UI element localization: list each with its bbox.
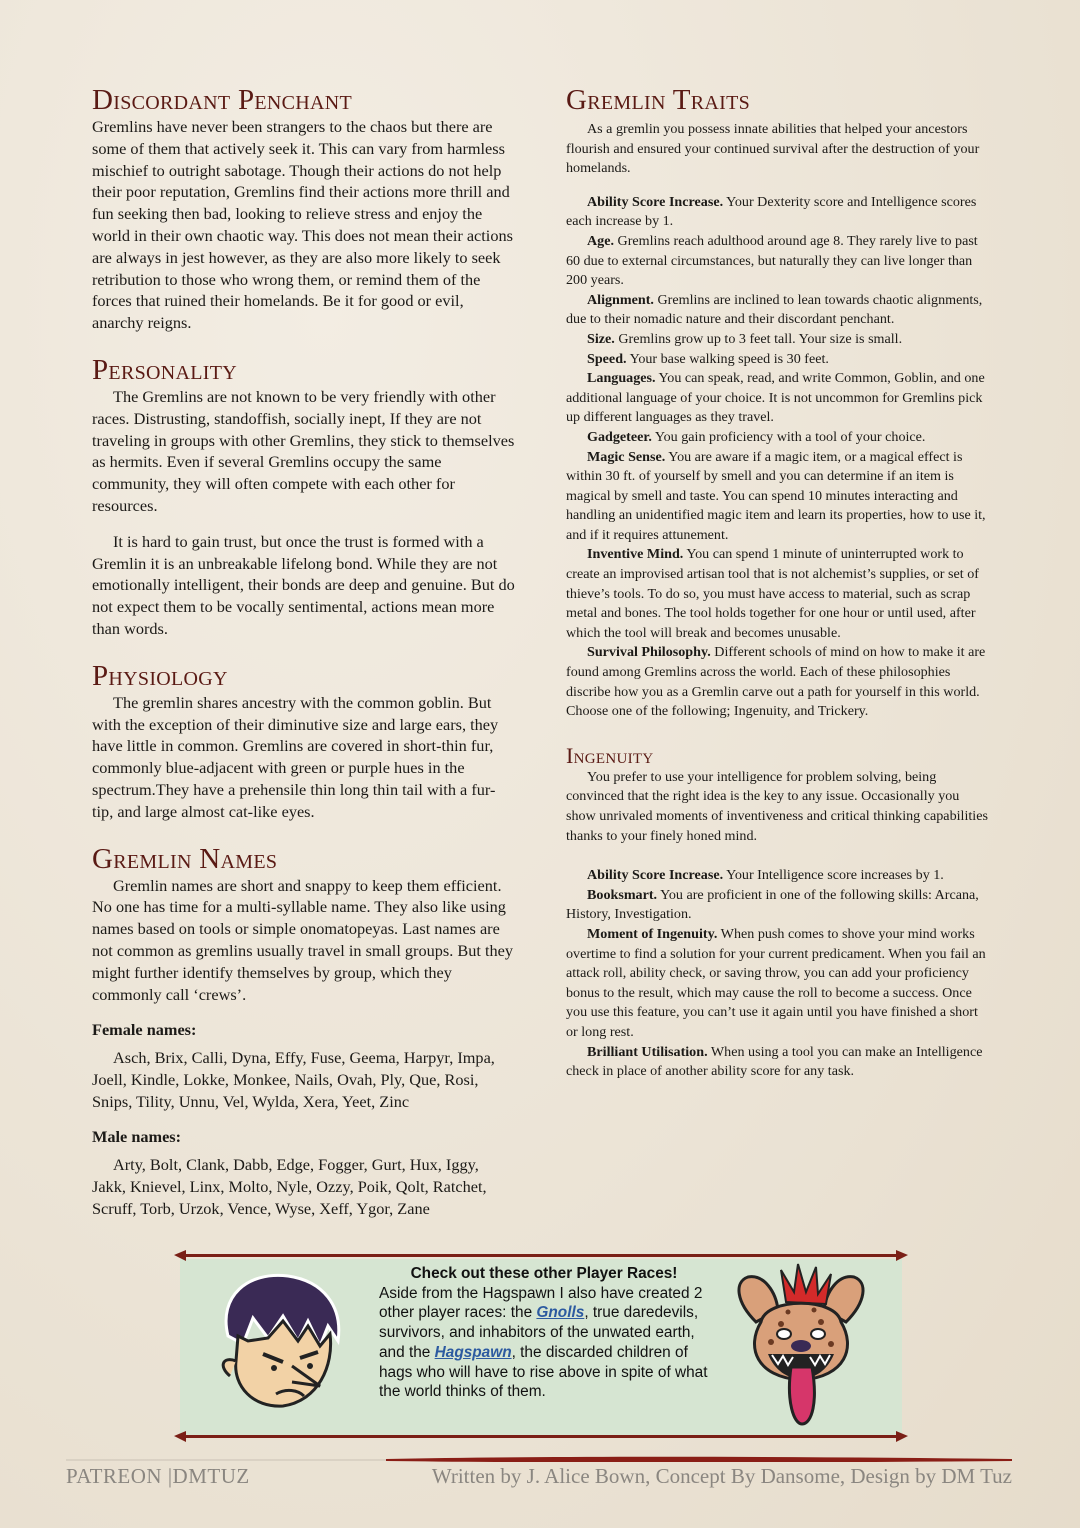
trait-text: You are aware if a magic item, or a magical effect is within 30 ft. of yourself by smell and you can determine if an item is magical by smell and taste. You can spend 10 minutes interacting and handling an unidentified magic item and learn its properties, how to use it, and if it requires attunement. <box>566 448 986 543</box>
trait-name: Magic Sense. <box>587 448 666 465</box>
callout-heading: Check out these other Player Races! <box>410 1265 678 1282</box>
callout-text-c: , the discarded children of hags who will have to rise above in spite of what the world thinks of them. <box>379 1343 708 1401</box>
discordant-penchant-heading: Discordant Penchant <box>92 84 353 116</box>
trait-item <box>566 448 990 546</box>
trait-text: When using a tool you can make an Intelligence check in place of another ability score for any task. <box>566 1043 983 1080</box>
ingenuity-intro: You prefer to use your intelligence for problem solving, being convinced that the right idea is the key to any issue. Occasionally you show unrivaled moments of inventiveness and critical thinking capabilities thanks to your finely honed mind. <box>566 768 988 844</box>
trait-name: Ability Score Increase. <box>587 867 724 884</box>
trait-item <box>566 886 990 925</box>
gremlin-face-illustration <box>208 1266 348 1416</box>
gremlin-traits-heading: Gremlin Traits <box>566 84 751 116</box>
trait-name: Ability Score Increase. <box>587 193 724 210</box>
personality-paragraph-2: It is hard to gain trust, but once the trust is formed with a Gremlin it is an unbreakable lifelong bond. While they are not emotionally intelligent, their bonds are deep and genuine. But do not expect them to be vocally sentimental, actions mean more than words. <box>92 531 515 638</box>
footer-patreon: PATREON |DMTUZ <box>66 1464 250 1488</box>
trait-item <box>566 330 990 350</box>
callout-text-a: Aside from the Hagspawn I also have created 2 other player races: the <box>379 1284 703 1322</box>
male-names-label: Male names: <box>92 1127 182 1147</box>
gnolls-link[interactable]: Gnolls <box>536 1304 585 1322</box>
trait-item <box>566 1043 990 1082</box>
physiology-heading: Physiology <box>92 659 228 692</box>
hagspawn-link[interactable]: Hagspawn <box>434 1343 512 1361</box>
trait-text: Gremlins are inclined to lean towards chaotic alignments, due to their nomadic nature and their discordant penchant. <box>566 291 983 328</box>
trait-name: Gadgeteer. <box>587 428 652 445</box>
trait-name: Moment of Ingenuity. <box>587 925 718 942</box>
trait-item <box>566 350 990 370</box>
callout-bottom-rule <box>178 1435 904 1438</box>
trait-item <box>566 193 990 232</box>
trait-name: Survival Philosophy. <box>587 644 711 661</box>
gremlin-names-body: Gremlin names are short and snappy to keep them efficient. No one has time for a multi-syllable name. They also like using names based on tools or simple onomatopeyas. Last names are not common as gremlins usually travel in small groups. But they might further identify themselves by group, which they commonly call ‘crews’. <box>92 875 513 1004</box>
trait-name: Size. <box>587 330 615 347</box>
trait-text: Different schools of mind on how to make it are found among Gremlins across the world. Each of these philosophies discribe how you as a Gremlin carve out a path for yourself in this world. Choose one of the following; Ingenuity, and Trickery. <box>566 644 986 720</box>
trait-item <box>566 428 990 448</box>
ingenuity-traits-list <box>566 866 990 1082</box>
trait-name: Brilliant Utilisation. <box>587 1043 708 1060</box>
trait-name: Inventive Mind. <box>587 546 684 563</box>
gremlin-traits-list <box>566 193 990 722</box>
female-names-label: Female names: <box>92 1020 197 1040</box>
trait-item <box>566 291 990 330</box>
trait-text: Gremlins grow up to 3 feet tall. Your size is small. <box>614 330 903 347</box>
footer-credits: Written by J. Alice Bown, Concept By Dansome, Design by DM Tuz <box>431 1464 1012 1488</box>
gremlin-traits-intro: As a gremlin you possess innate abilities that helped your ancestors flourish and ensured your continued survival after the destruction of your homelands. <box>566 121 980 177</box>
trait-text: When push comes to shove your mind works overtime to find a solution for your current predicament. When you fail an attack roll, ability check, or saving throw, you can add your proficiency bonus to the result, which may cause the roll to become a success. Once you use this feature, you can’t use it again until you have finished a short or long rest. <box>566 925 986 1040</box>
personality-heading: Personality <box>92 353 237 386</box>
trait-name: Age. <box>587 232 615 249</box>
ingenuity-heading: Ingenuity <box>566 742 654 768</box>
trait-name: Languages. <box>587 370 656 387</box>
trait-name: Speed. <box>587 350 627 367</box>
callout-top-rule <box>178 1254 904 1257</box>
trait-text: Your base walking speed is 30 feet. <box>626 350 829 367</box>
other-races-callout <box>178 1254 904 1440</box>
gremlin-names-heading: Gremlin Names <box>92 842 278 875</box>
trait-name: Booksmart. <box>587 886 658 903</box>
trait-name: Alignment. <box>587 291 654 308</box>
callout-text <box>379 1264 709 1402</box>
female-names-list: Asch, Brix, Calli, Dyna, Effy, Fuse, Geema, Harpyr, Impa, Joell, Kindle, Lokke, Monkee, Nails, Ovah, Ply, Que, Rosi, Snips, Tility, Unnu, Vel, Wylda, Xera, Yeet, Zinc <box>92 1048 495 1111</box>
left-column <box>92 84 516 1220</box>
discordant-penchant-body: Gremlins have never been strangers to the chaos but there are some of them that actively seek it. This can vary from harmless mischief to outright sabotage. Though their actions do not help their poor reputation, Gremlins find their actions more thrill and fun seeking then bad, looking to relieve stress and enjoy the world in their own chaotic way. This does not mean their actions are always in jest however, as they are also more likely to seek retribution to those who wrong them, or remind them of the forces that ruined their homelands. Be it for good or evil, anarchy reigns. <box>92 117 513 333</box>
right-column <box>566 84 990 1082</box>
callout-text-b: , true daredevils, survivors, and inhabitors of the unwated earth, and the <box>379 1304 699 1361</box>
trait-item <box>566 369 990 428</box>
trait-text: Your Dexterity score and Intelligence scores each increase by 1. <box>566 193 977 230</box>
trait-text: Your Intelligence score increases by 1. <box>723 867 944 884</box>
physiology-body: The gremlin shares ancestry with the common goblin. But with the exception of their diminutive size and large ears, they have little in common. Gremlins are covered in short-thin fur, commonly blue-adjacent with green or purple hues in the spectrum.They have a prehensile thin long thin tail with a fur-tip, and large almost cat-like eyes. <box>92 692 499 821</box>
personality-paragraph-1: The Gremlins are not known to be very friendly with other races. Distrusting, standoffish, socially inept, If they are not traveling in groups with other Gremlins, they stick to themselves as hermits. Even if several Gremlins occupy the same community, they will often compete with each other for resources. <box>92 386 515 515</box>
trait-item <box>566 925 990 1043</box>
trait-item <box>566 866 990 886</box>
trait-item <box>566 643 990 721</box>
trait-text: You can spend 1 minute of uninterrupted work to create an improvised artisan tool that is not alchemist’s supplies, or set of thieve’s tools. To do so, you must have access to material, such as scrap metal and bones. The tool holds together for one hour or until used, after which the tool will break and becomes unusable. <box>566 546 979 641</box>
trait-item <box>566 232 990 291</box>
trait-text: Gremlins reach adulthood around age 8. They rarely live to past 60 due to external circumstances, but naturally they can live longer than 200 years. <box>566 232 978 289</box>
footer-rule <box>66 1456 1012 1462</box>
trait-item <box>566 545 990 643</box>
trait-text: You gain proficiency with a tool of your choice. <box>651 428 926 445</box>
gnoll-face-illustration <box>726 1262 876 1430</box>
trait-text: You are proficient in one of the following skills: Arcana, History, Investigation. <box>566 886 979 923</box>
trait-text: You can speak, read, and write Common, Goblin, and one additional language of your choice. It is not uncommon for Gremlins pick up different languages as they travel. <box>566 370 985 426</box>
male-names-list: Arty, Bolt, Clank, Dabb, Edge, Fogger, Gurt, Hux, Iggy, Jakk, Knievel, Linx, Molto, Nyle, Ozzy, Poik, Qolt, Ratchet, Scruff, Torb, Urzok, Vence, Wyse, Xeff, Ygor, Zane <box>92 1155 487 1218</box>
